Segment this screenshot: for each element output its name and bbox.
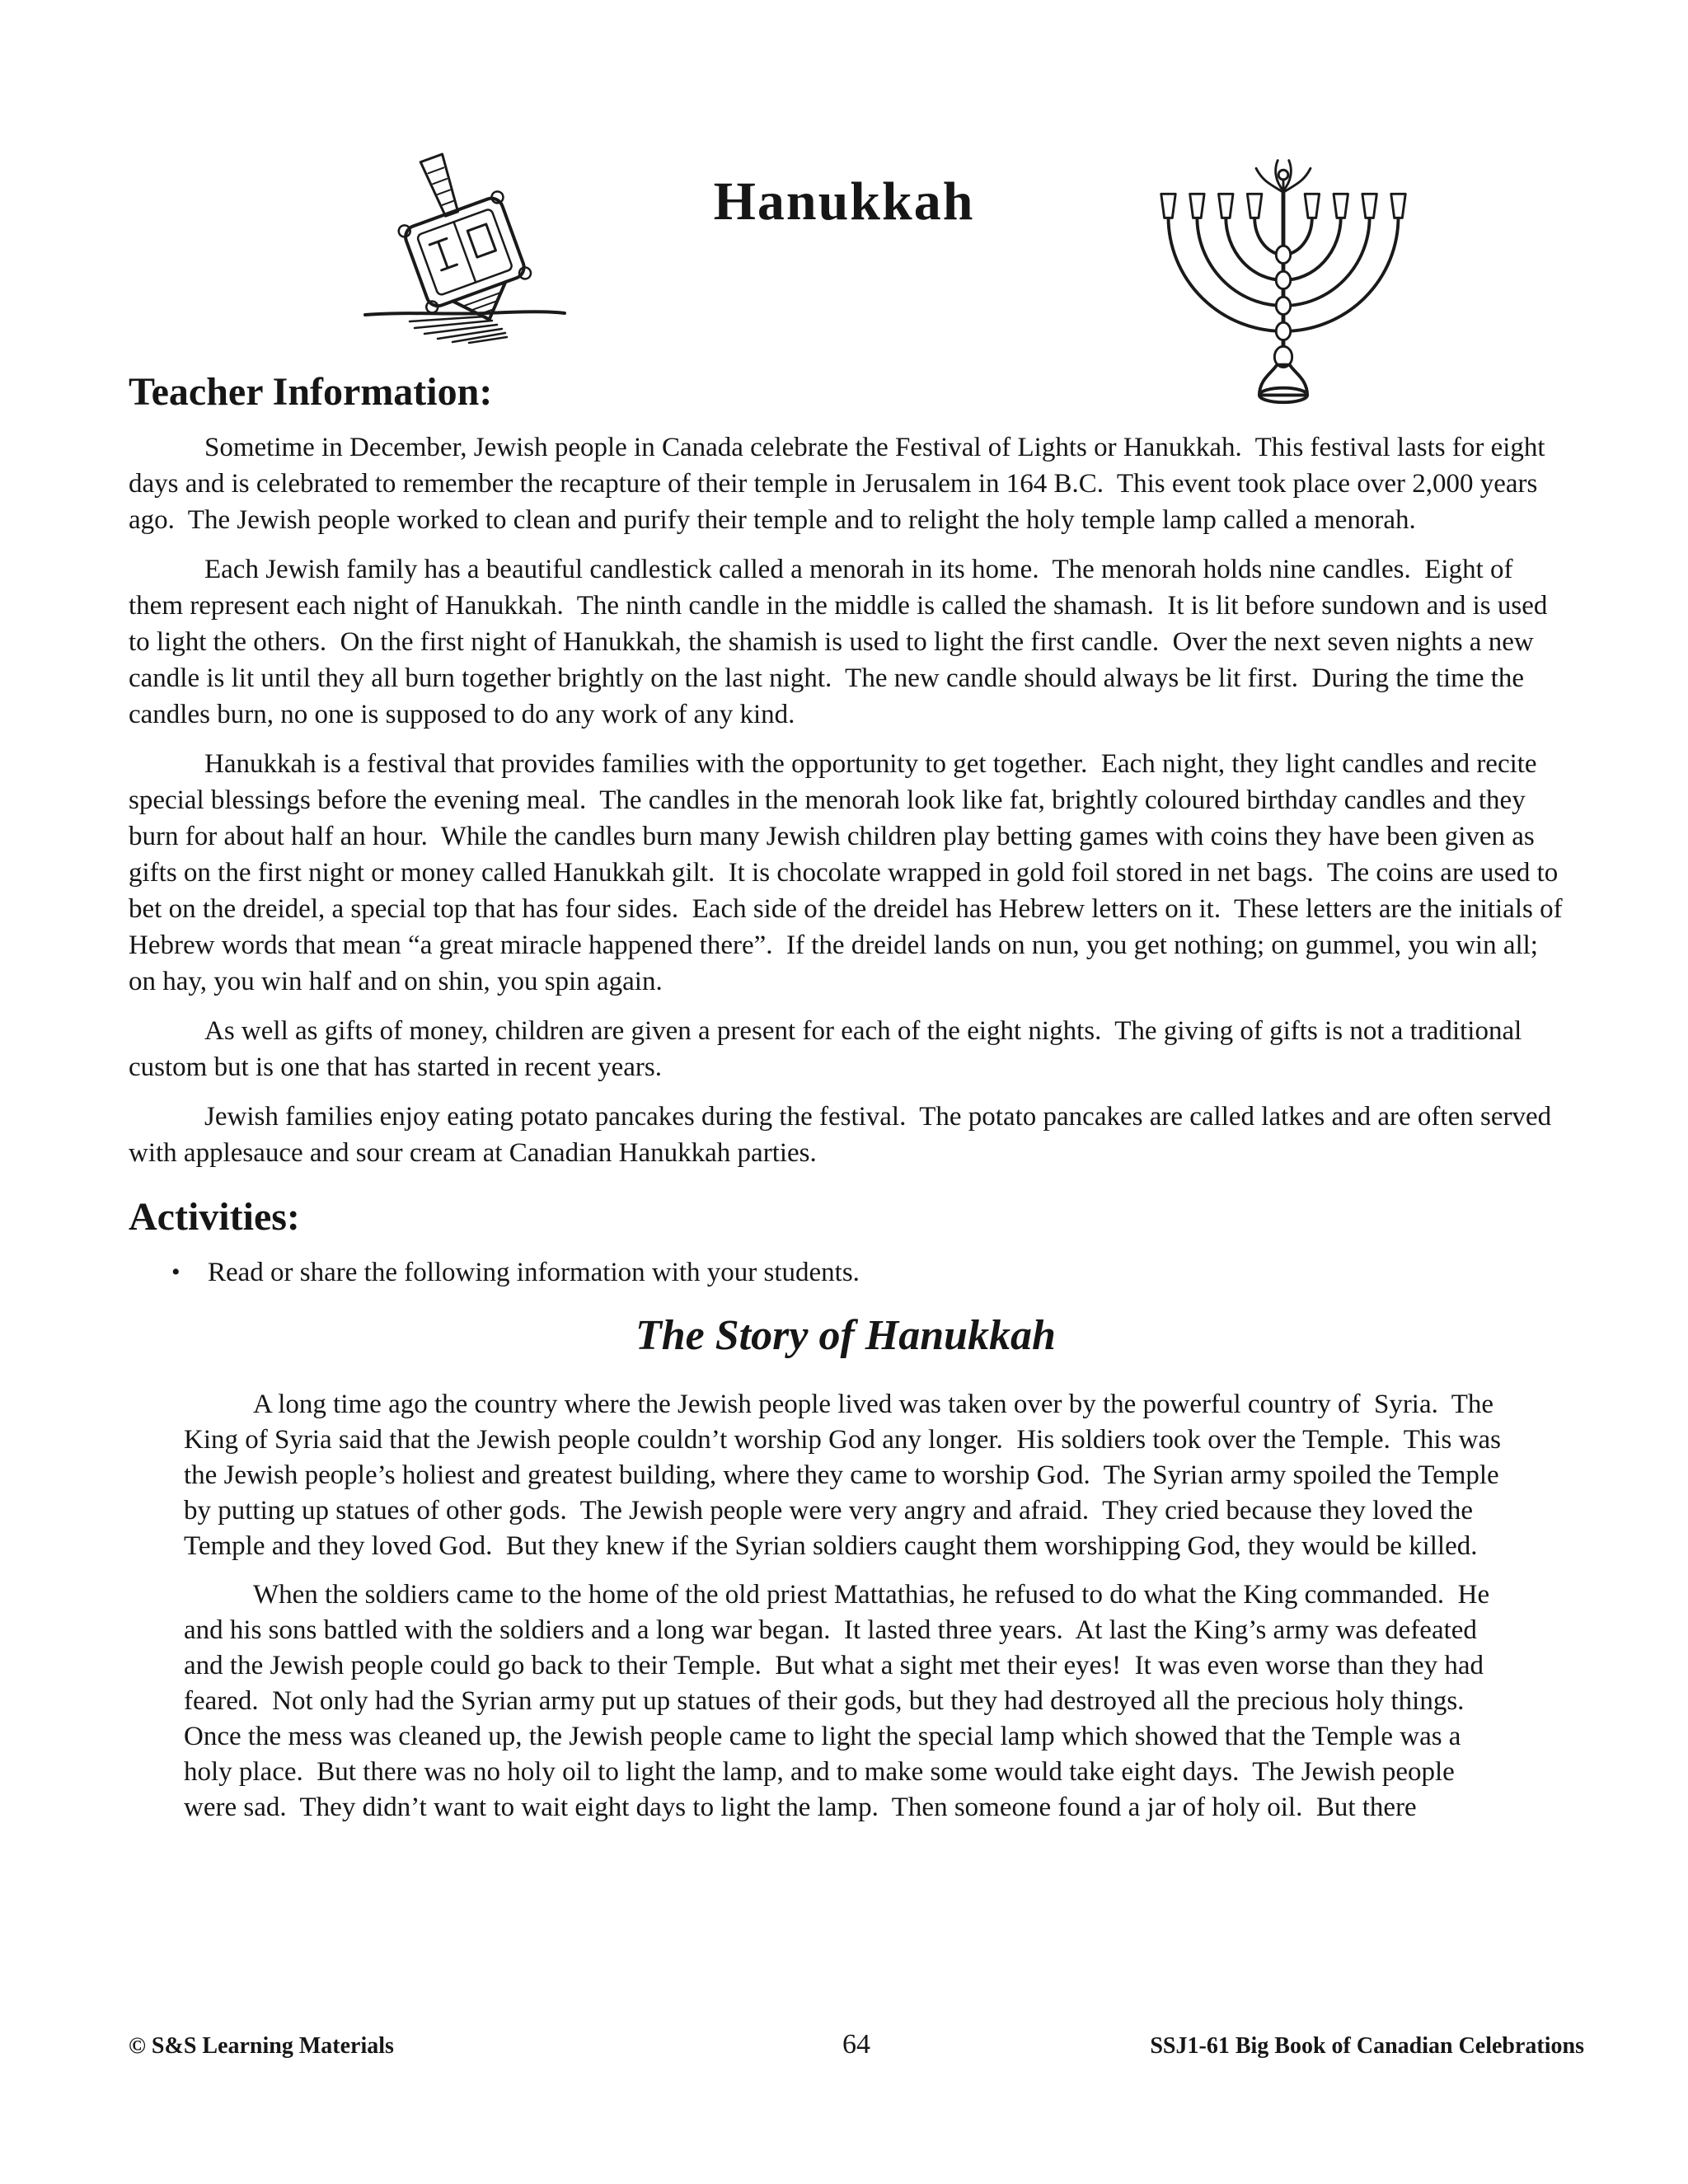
content-column [129,370,1569,1825]
footer-page-number: 64 [842,2029,870,2060]
story-paragraph: When the soldiers came to the home of the old priest Mattathias, he refused to do what the King commanded. He and his sons battled with the soldiers and a long war began. It lasted three years. At last the King’s army was defeated and the Jewish people could go back to their Temple. But what a sight met their eyes! It was even worse than they had feared. Not only had the Syrian army put up statues of their gods, but they had destroyed all the precious holy things. Once the mess was cleaned up, the Jewish people came to light the special lamp which showed that the Temple was a holy place. But there was no holy oil to light the lamp, and to make some would take eight days. The Jewish people were sad. They didn’t want to wait eight days to light the lamp. Then someone found a jar of holy oil. But there [184,1579,1497,1822]
activities-heading: Activities: [129,1194,300,1239]
story-section [184,1387,1508,1825]
bullet-icon: • [171,1258,181,1286]
story-paragraph: A long time ago the country where the Jewish people lived was taken over by the powerful country of Syria. The King of Syria said that the Jewish people couldn’t worship God any longer. His soldiers took over the Temple. This was the Jewish people’s holiest and greatest building, where they came to worship God. The Syrian army spoiled the Temple by putting up statues of other gods. The Jewish people were very angry and afraid. They cried because they loved the Temple and they loved God. But they knew if the Syrian soldiers caught them worshipping God, they would be killed. [184,1389,1508,1561]
story-heading: The Story of Hanukkah [635,1311,1056,1359]
page-title: Hanukkah [713,171,975,232]
activity-text: Read or share the following information with your students. [208,1257,860,1287]
dreidel-illustration [361,140,569,344]
page-footer [129,2029,1584,2060]
teacher-paragraph: Jewish families enjoy eating potato pancakes during the festival. The potato pancakes are called latkes and are often served with applesauce and sour cream at Canadian Hanukkah parties. [129,1101,1559,1168]
activity-item [129,1254,1563,1291]
menorah-illustration [1147,151,1419,406]
teacher-information-heading: Teacher Information: [129,370,493,414]
teacher-paragraph: Sometime in December, Jewish people in Canada celebrate the Festival of Lights or Hanukkah. This festival lasts for eight days and is celebrated to remember the recapture of their temple in Jerusalem in 164 B.C. This event took place over 2,000 years ago. The Jewish people worked to clean and purify their temple and to relight the holy temple lamp called a menorah. [129,432,1552,535]
footer-edition: SSJ1-61 Big Book of Canadian Celebrations [1150,2033,1584,2059]
footer-copyright: © S&S Learning Materials [129,2033,394,2059]
teacher-paragraph: Each Jewish family has a beautiful candlestick called a menorah in its home. The menorah holds nine candles. Eight of them represent each night of Hanukkah. The ninth candle in the middle is called the shamash. It is lit before sundown and is used to light the others. On the first night of Hanukkah, the shamish is used to light the first candle. Over the next seven nights a new candle is lit until they all burn together brightly on the last night. The new candle should always be lit first. During the time the candles burn, no one is supposed to do any work of any kind. [129,554,1554,729]
teacher-paragraph: Hanukkah is a festival that provides families with the opportunity to get together. Each night, they light candles and recite special blessings before the evening meal. The candles in the menorah look like fat, brightly coloured birthday candles and they burn for about half an hour. While the candles burn many Jewish children play betting games with coins they have been given as gifts on the first night or money called Hanukkah gilt. It is chocolate wrapped in gold foil stored in net bags. The coins are used to bet on the dreidel, a special top that has four sides. Each side of the dreidel has Hebrew letters on it. These letters are the initials of Hebrew words that mean “a great miracle happened there”. If the dreidel lands on nun, you get nothing; on gummel, you win all; on hay, you win half and on shin, you spin again. [129,748,1569,996]
teacher-paragraph: As well as gifts of money, children are given a present for each of the eight nights. The giving of gifts is not a traditional custom but is one that has started in recent years. [129,1015,1529,1082]
